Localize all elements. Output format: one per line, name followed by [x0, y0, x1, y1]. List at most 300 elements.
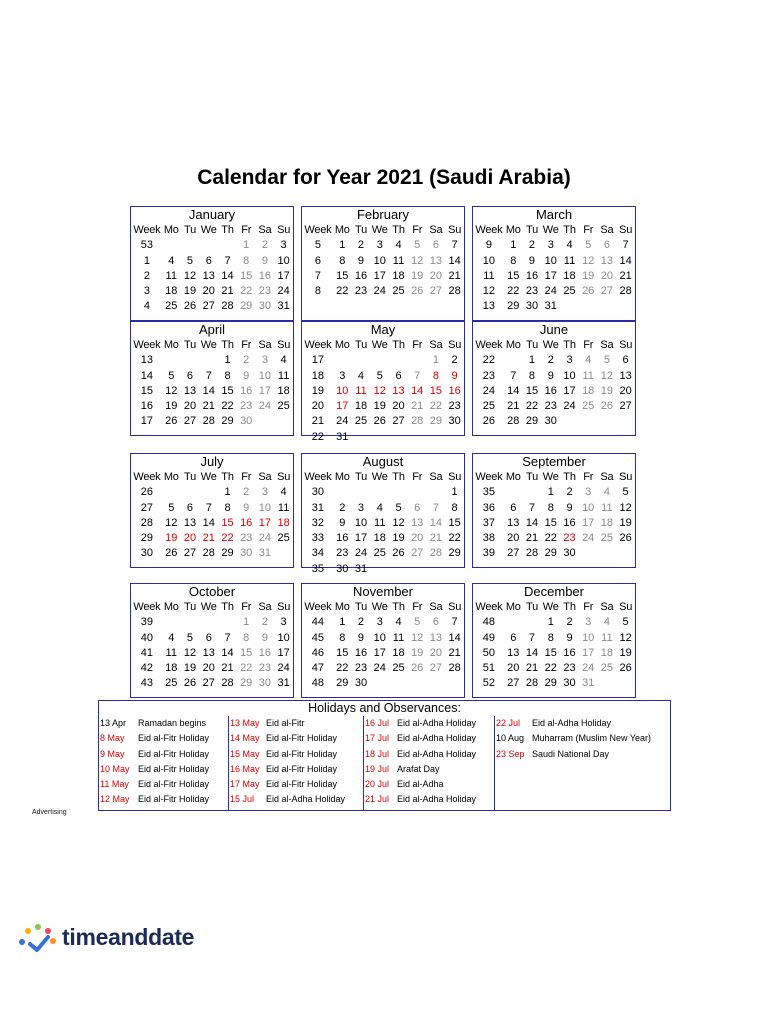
day-cell: 4 — [566, 239, 573, 252]
day-cell: 9 — [261, 631, 268, 644]
day-cell — [162, 485, 181, 500]
weekday-header: Fr — [241, 224, 252, 236]
weekday-header: Su — [448, 339, 462, 351]
holiday-entry — [230, 747, 363, 762]
day-cell — [352, 430, 371, 445]
day-cell: 13 — [202, 269, 215, 282]
week-row — [303, 631, 464, 646]
day-cell: 15 — [240, 269, 253, 282]
week-row — [303, 414, 464, 429]
weekday-header-row — [303, 338, 464, 353]
day-cell: 21 — [525, 662, 539, 675]
week-number: 2 — [143, 269, 150, 282]
day-cell: 15 — [507, 269, 520, 282]
page-title: Calendar for Year 2021 (Saudi Arabia) — [197, 166, 571, 189]
month-table — [303, 338, 464, 445]
day-cell: 5 — [186, 631, 194, 644]
timeanddate-logo[interactable] — [16, 922, 194, 952]
month-table — [474, 223, 635, 315]
holiday-name: Arafat Day — [397, 763, 440, 774]
day-cell — [389, 485, 408, 500]
week-row — [132, 676, 293, 691]
month-march — [472, 206, 636, 321]
day-cell: 28 — [202, 415, 215, 428]
month-july — [130, 453, 294, 568]
holiday-date: 19 Jul — [365, 763, 390, 774]
day-cell: 1 — [243, 239, 250, 252]
day-cell: 9 — [566, 501, 573, 514]
holidays-title: Holidays and Observances: — [308, 701, 461, 715]
day-cell: 29 — [507, 300, 520, 313]
week-number: 35 — [482, 486, 496, 499]
holiday-name: Eid al-Adha Holiday — [397, 748, 477, 759]
week-number: 27 — [140, 501, 154, 514]
day-cell: 16 — [258, 269, 271, 282]
day-cell: 10 — [582, 631, 595, 644]
day-cell: 31 — [277, 677, 290, 690]
weekday-header: Fr — [412, 224, 423, 236]
day-cell: 3 — [376, 239, 383, 252]
day-cell: 1 — [339, 616, 346, 629]
day-cell: 14 — [507, 384, 520, 397]
day-cell: 19 — [600, 384, 613, 397]
month-january — [130, 206, 294, 321]
day-cell: 2 — [566, 616, 573, 629]
day-cell: 4 — [603, 616, 610, 629]
day-cell: 11 — [392, 631, 405, 644]
month-name: July — [200, 454, 224, 469]
month-name: January — [188, 207, 236, 222]
day-cell: 3 — [376, 616, 383, 629]
week-row — [132, 384, 293, 399]
day-cell: 14 — [202, 516, 215, 529]
day-cell — [598, 676, 617, 691]
weekday-header: Fr — [583, 339, 594, 351]
day-cell: 7 — [528, 501, 536, 514]
day-cell: 16 — [563, 646, 576, 659]
day-cell: 30 — [525, 300, 539, 313]
day-cell: 21 — [411, 400, 424, 413]
month-table — [474, 338, 635, 430]
weekday-header: Mo — [334, 471, 350, 483]
day-cell: 30 — [544, 415, 557, 428]
day-cell: 28 — [411, 415, 424, 428]
week-number: 35 — [311, 562, 325, 575]
week-number: 39 — [140, 616, 154, 629]
day-cell: 29 — [525, 415, 539, 428]
weekday-header: Fr — [412, 601, 423, 613]
holiday-entry — [496, 747, 670, 762]
day-cell: 5 — [376, 369, 383, 382]
weekday-header: Sa — [429, 339, 443, 351]
day-cell: 17 — [258, 516, 271, 529]
week-number: 36 — [482, 501, 496, 514]
day-cell: 18 — [165, 662, 178, 675]
week-number: 21 — [311, 415, 325, 428]
day-cell — [162, 615, 181, 630]
day-cell: 25 — [582, 400, 595, 413]
weekday-header: Mo — [334, 339, 350, 351]
day-cell: 26 — [373, 415, 386, 428]
day-cell: 3 — [357, 501, 365, 514]
day-cell — [352, 353, 371, 368]
weekday-header: Week — [133, 471, 161, 483]
day-cell: 8 — [528, 369, 536, 382]
day-cell: 22 — [240, 285, 253, 298]
day-cell: 18 — [582, 384, 595, 397]
day-cell: 14 — [525, 646, 539, 659]
weekday-header: Th — [221, 601, 234, 613]
day-cell — [560, 299, 579, 314]
day-cell: 17 — [582, 646, 595, 659]
day-cell — [504, 615, 523, 630]
day-cell: 11 — [374, 516, 386, 529]
week-number: 46 — [311, 646, 325, 659]
week-row — [474, 546, 635, 561]
day-cell — [370, 485, 389, 500]
day-cell — [504, 485, 523, 500]
holiday-name: Eid al-Fitr Holiday — [138, 763, 210, 774]
month-table — [132, 470, 293, 562]
day-cell: 31 — [582, 677, 595, 690]
day-cell — [181, 485, 200, 500]
weekday-header: Week — [304, 339, 332, 351]
day-cell: 17 — [336, 400, 349, 413]
week-number: 15 — [140, 384, 154, 397]
day-cell: 4 — [376, 501, 383, 514]
day-cell: 24 — [258, 532, 271, 545]
day-cell — [181, 353, 200, 368]
weekday-header: Sa — [600, 471, 614, 483]
weekday-header: Sa — [429, 471, 443, 483]
day-cell: 27 — [507, 547, 520, 560]
week-row — [132, 485, 293, 500]
holiday-entry — [100, 777, 228, 792]
day-cell: 12 — [600, 369, 613, 382]
day-cell: 22 — [544, 662, 557, 675]
day-cell: 15 — [429, 384, 442, 397]
holiday-entry — [496, 731, 670, 746]
holiday-entry — [100, 731, 228, 746]
week-number: 47 — [311, 662, 325, 675]
month-name: November — [353, 584, 413, 599]
day-cell: 3 — [339, 369, 346, 382]
day-cell: 6 — [395, 369, 402, 382]
day-cell: 24 — [277, 285, 290, 298]
day-cell: 28 — [507, 415, 520, 428]
day-cell — [408, 485, 427, 500]
day-cell: 20 — [202, 285, 215, 298]
day-cell: 16 — [563, 516, 576, 529]
day-cell: 26 — [183, 677, 197, 690]
day-cell: 3 — [261, 486, 268, 499]
weekday-header: Tu — [183, 471, 196, 483]
day-cell: 17 — [258, 384, 271, 397]
week-number: 5 — [314, 239, 321, 252]
holiday-entry — [496, 716, 670, 731]
day-cell: 19 — [183, 662, 197, 675]
day-cell: 3 — [280, 616, 287, 629]
week-row — [132, 399, 293, 414]
weekday-header: Fr — [412, 471, 423, 483]
weekday-header-row — [474, 470, 635, 485]
advertising-label: Advertising — [32, 809, 67, 816]
day-cell: 29 — [544, 547, 557, 560]
holiday-date: 17 May — [230, 779, 260, 790]
day-cell: 3 — [585, 616, 592, 629]
day-cell: 27 — [202, 677, 215, 690]
weekday-header: Th — [221, 224, 234, 236]
day-cell: 6 — [414, 501, 421, 514]
holiday-name: Eid al-Adha Holiday — [532, 718, 612, 728]
day-cell: 16 — [258, 646, 271, 659]
week-row — [303, 501, 464, 516]
week-number: 50 — [482, 646, 496, 659]
week-row — [132, 531, 293, 546]
day-cell: 31 — [277, 300, 290, 313]
day-cell — [218, 615, 237, 630]
holiday-name: Eid al-Adha Holiday — [266, 794, 346, 805]
week-number: 48 — [482, 616, 496, 629]
day-cell — [333, 485, 352, 500]
day-cell: 25 — [277, 400, 290, 413]
day-cell — [408, 562, 427, 577]
week-number: 3 — [143, 285, 150, 298]
day-cell: 29 — [221, 415, 234, 428]
day-cell: 30 — [258, 300, 271, 313]
day-cell: 8 — [243, 631, 250, 644]
week-number: 14 — [140, 369, 154, 382]
holiday-name: Eid al-Fitr Holiday — [266, 779, 338, 790]
weekday-header: Th — [392, 601, 405, 613]
day-cell: 9 — [357, 254, 365, 267]
holiday-name: Eid al-Adha — [397, 779, 444, 790]
week-number: 43 — [140, 677, 154, 690]
week-row — [132, 631, 293, 646]
week-number: 16 — [140, 400, 154, 413]
day-cell — [616, 546, 635, 561]
weekday-header: Week — [133, 601, 161, 613]
day-cell: 26 — [619, 532, 632, 545]
weekday-header: Tu — [183, 339, 196, 351]
weekday-header: Th — [221, 339, 234, 351]
day-cell: 10 — [544, 254, 557, 267]
week-row — [303, 353, 464, 368]
day-cell: 9 — [451, 369, 458, 382]
month-november — [301, 583, 465, 698]
day-cell: 20 — [619, 384, 632, 397]
weekday-header: Th — [563, 601, 576, 613]
day-cell: 22 — [429, 400, 442, 413]
day-cell: 23 — [563, 662, 576, 675]
week-row — [303, 399, 464, 414]
weekday-header: Mo — [163, 339, 179, 351]
day-cell: 4 — [357, 369, 365, 382]
day-cell: 24 — [373, 285, 386, 298]
day-cell: 12 — [619, 501, 632, 514]
day-cell: 16 — [240, 516, 253, 529]
day-cell: 7 — [205, 501, 212, 514]
day-cell: 30 — [563, 677, 576, 690]
day-cell: 18 — [392, 269, 405, 282]
weekday-header-row — [132, 338, 293, 353]
day-cell: 25 — [165, 677, 178, 690]
week-number: 34 — [311, 547, 325, 560]
day-cell: 10 — [277, 254, 290, 267]
holiday-name: Saudi National Day — [532, 748, 610, 759]
day-cell: 18 — [600, 646, 613, 659]
week-row — [132, 299, 293, 314]
month-august — [301, 453, 465, 575]
day-cell: 21 — [525, 532, 539, 545]
day-cell: 21 — [507, 400, 520, 413]
week-number: 38 — [482, 532, 496, 545]
day-cell: 18 — [373, 532, 386, 545]
month-table — [474, 470, 635, 562]
day-cell: 17 — [373, 269, 386, 282]
weekday-header: Su — [619, 339, 633, 351]
holiday-date: 8 May — [100, 733, 125, 744]
day-cell: 4 — [395, 239, 402, 252]
day-cell: 26 — [165, 415, 178, 428]
day-cell: 11 — [601, 501, 613, 514]
weekday-header: Sa — [258, 471, 272, 483]
day-cell: 10 — [563, 369, 576, 382]
weekday-header: We — [371, 224, 388, 236]
day-cell: 15 — [525, 384, 539, 397]
day-cell: 23 — [258, 662, 271, 675]
month-september — [472, 453, 636, 568]
day-cell: 20 — [507, 532, 520, 545]
day-cell: 23 — [563, 532, 576, 545]
weekday-header: Tu — [354, 471, 367, 483]
week-row — [474, 615, 635, 630]
day-cell — [389, 353, 408, 368]
weekday-header: Sa — [600, 339, 614, 351]
day-cell — [408, 676, 427, 691]
day-cell: 13 — [183, 384, 197, 397]
day-cell: 6 — [205, 254, 212, 267]
week-row — [303, 546, 464, 561]
weekday-header: Su — [619, 601, 633, 613]
weekday-header-row — [132, 600, 293, 615]
day-cell: 12 — [619, 631, 632, 644]
weekday-header: We — [371, 471, 388, 483]
week-number: 39 — [482, 547, 496, 560]
day-cell: 25 — [392, 662, 405, 675]
day-cell — [427, 676, 446, 691]
day-cell — [389, 430, 408, 445]
day-cell: 25 — [277, 532, 290, 545]
week-number: 6 — [314, 254, 321, 267]
week-number: 40 — [140, 631, 154, 644]
day-cell: 2 — [243, 486, 250, 499]
holiday-entry — [230, 716, 363, 731]
day-cell: 27 — [600, 285, 613, 298]
day-cell: 20 — [202, 662, 215, 675]
day-cell: 10 — [582, 501, 595, 514]
day-cell — [408, 430, 427, 445]
day-cell: 19 — [411, 646, 424, 659]
day-cell: 28 — [429, 547, 442, 560]
day-cell — [408, 353, 427, 368]
holiday-date: 15 May — [230, 748, 260, 759]
weekday-header: Sa — [258, 339, 272, 351]
day-cell: 6 — [510, 501, 517, 514]
week-number: 30 — [311, 486, 325, 499]
week-row — [132, 661, 293, 676]
day-cell: 1 — [432, 354, 439, 367]
day-cell: 26 — [582, 285, 595, 298]
week-number: 45 — [311, 631, 325, 644]
day-cell: 25 — [600, 532, 613, 545]
day-cell: 19 — [619, 516, 632, 529]
day-cell: 18 — [354, 400, 368, 413]
day-cell: 22 — [544, 532, 557, 545]
day-cell: 28 — [202, 547, 215, 560]
day-cell — [256, 414, 275, 429]
week-number: 19 — [311, 384, 325, 397]
holiday-date: 22 Jul — [496, 718, 521, 728]
month-name: June — [539, 322, 569, 337]
day-cell: 20 — [429, 646, 442, 659]
week-number: 17 — [311, 354, 325, 367]
weekday-header: Fr — [241, 339, 252, 351]
week-number: 13 — [140, 354, 154, 367]
day-cell: 5 — [414, 616, 421, 629]
week-row — [303, 485, 464, 500]
holiday-name: Eid al-Fitr Holiday — [138, 779, 210, 790]
month-name: August — [362, 454, 404, 469]
day-cell: 15 — [221, 516, 234, 529]
weekday-header: Th — [563, 224, 576, 236]
day-cell: 28 — [448, 662, 461, 675]
day-cell: 2 — [339, 501, 346, 514]
weekday-header: We — [542, 224, 559, 236]
day-cell: 17 — [373, 646, 386, 659]
day-cell: 20 — [392, 400, 405, 413]
weekday-header: Su — [277, 471, 291, 483]
day-cell: 29 — [240, 677, 253, 690]
day-cell: 11 — [165, 646, 177, 659]
holiday-date: 14 May — [230, 733, 260, 744]
day-cell: 10 — [354, 516, 368, 529]
day-cell: 19 — [373, 400, 386, 413]
month-table — [303, 470, 464, 577]
holiday-name: Eid al-Fitr Holiday — [266, 733, 338, 744]
day-cell: 10 — [373, 254, 386, 267]
week-number: 8 — [314, 285, 321, 298]
week-row — [132, 238, 293, 253]
week-row — [132, 646, 293, 661]
day-cell: 6 — [186, 369, 194, 382]
holiday-entry — [100, 716, 228, 731]
day-cell: 16 — [525, 269, 539, 282]
day-cell: 7 — [432, 501, 439, 514]
week-row — [303, 676, 464, 691]
week-row — [474, 299, 635, 314]
week-number: 23 — [482, 369, 496, 382]
day-cell: 13 — [411, 516, 424, 529]
month-name: September — [522, 454, 586, 469]
day-cell: 29 — [336, 677, 349, 690]
week-number: 33 — [311, 532, 325, 545]
day-cell: 14 — [448, 631, 461, 644]
week-row — [132, 369, 293, 384]
day-cell: 4 — [280, 486, 287, 499]
weekday-header: Mo — [334, 224, 350, 236]
weekday-header: Tu — [183, 601, 196, 613]
